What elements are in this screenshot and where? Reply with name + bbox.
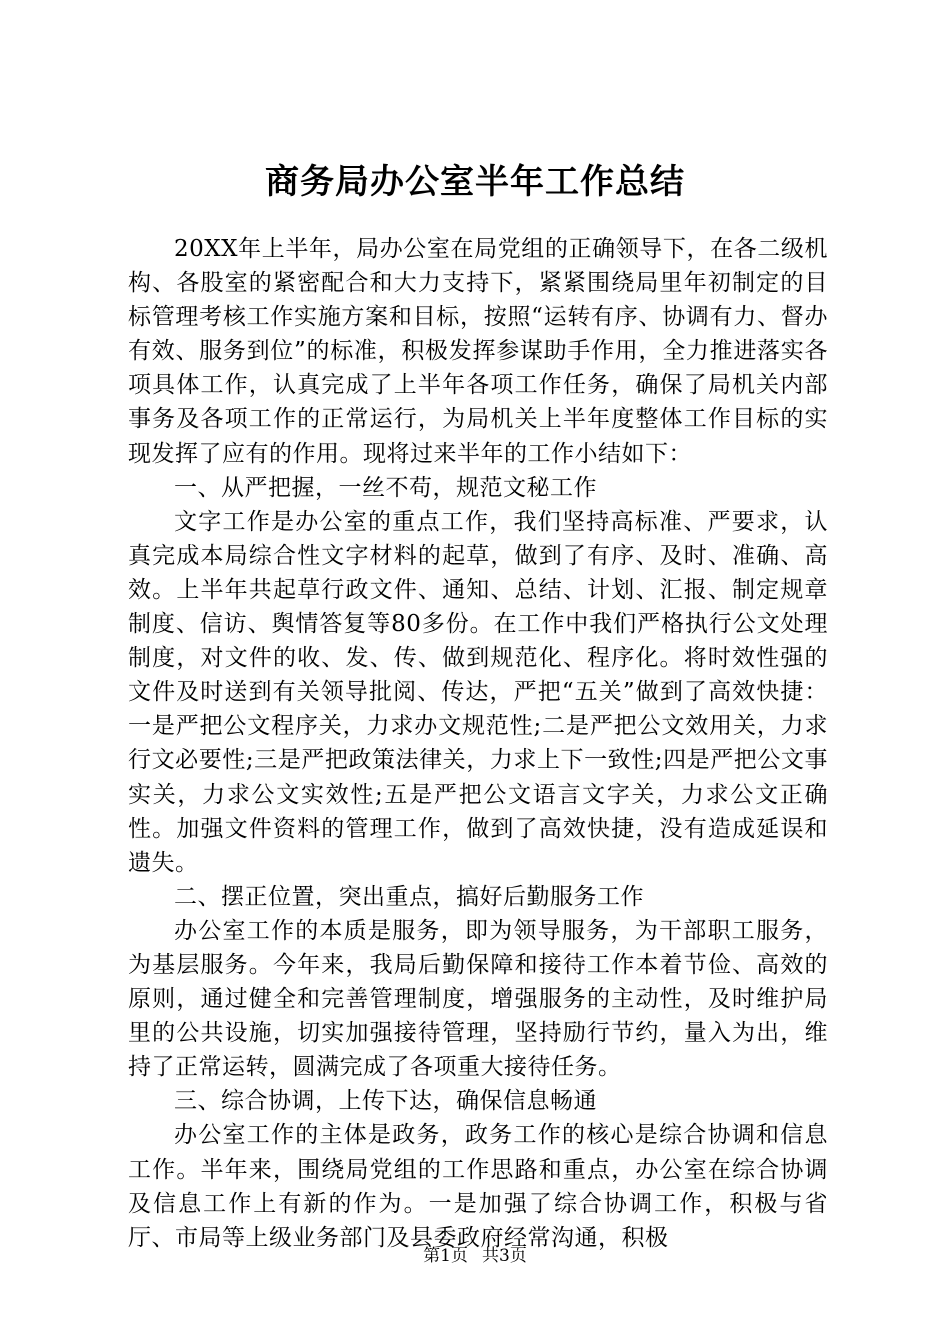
section-heading-3: 三、综合协调，上传下达，确保信息畅通 — [174, 1088, 597, 1115]
paragraph-section-2: 办公室工作的本质是服务，即为领导服务，为干部职工服务，为基层服务。今年来，我局后勤保障和接待工作本着节俭、高效的原则，通过健全和完善管理制度，增强服务的主动性，及时维护局里的公共设施，切实加强接待管理，坚持励行节约，量入为出，维持了正常运转，圆满完成了各项重大接待任务。 — [128, 917, 828, 1081]
paragraph-section-3: 办公室工作的主体是政务，政务工作的核心是综合协调和信息工作。半年来，围绕局党组的工作思路和重点，办公室在综合协调及信息工作上有新的作为。一是加强了综合协调工作，积极与省厅、市局等上级业务部门及县委政府经常沟通，积极 — [128, 1122, 828, 1251]
paragraph-intro: 20XX年上半年，局办公室在局党组的正确领导下，在各二级机构、各股室的紧密配合和大力支持下，紧紧围绕局里年初制定的目标管理考核工作实施方案和目标，按照“运转有序、协调有力、督办有效、服务到位”的标准，积极发挥参谋助手作用，全力推进落实各项具体工作，认真完成了上半年各项工作任务，确保了局机关内部事务及各项工作的正常运行，为局机关上半年度整体工作目标的实现发挥了应有的作用。现将过来半年的工作小结如下： — [128, 236, 828, 467]
paragraph-section-1: 文字工作是办公室的重点工作，我们坚持高标准、严要求，认真完成本局综合性文字材料的起草，做到了有序、及时、准确、高效。上半年共起草行政文件、通知、总结、计划、汇报、制定规章制度、信访、舆情答复等80多份。在工作中我们严格执行公文处理制度，对文件的收、发、传、做到规范化、程序化。将时效性强的文件及时送到有关领导批阅、传达，严把“五关”做到了高效快捷：一是严把公文程序关，力求办文规范性;二是严把公文效用关，力求行文必要性;三是严把政策法律关，力求上下一致性;四是严把公文事实关，力求公文实效性;五是严把公文语言文字关，力求公文正确性。加强文件资料的管理工作，做到了高效快捷，没有造成延误和遗失。 — [128, 508, 828, 876]
page-footer — [0, 1244, 950, 1268]
document-title: 商务局办公室半年工作总结 — [265, 162, 685, 202]
page-number: 第1页 — [423, 1246, 468, 1266]
document-body — [128, 232, 828, 1255]
section-heading-2: 二、摆正位置，突出重点，搞好后勤服务工作 — [174, 883, 644, 910]
page-total: 共3页 — [482, 1246, 527, 1266]
section-heading-1: 一、从严把握，一丝不苟，规范文秘工作 — [174, 474, 597, 501]
